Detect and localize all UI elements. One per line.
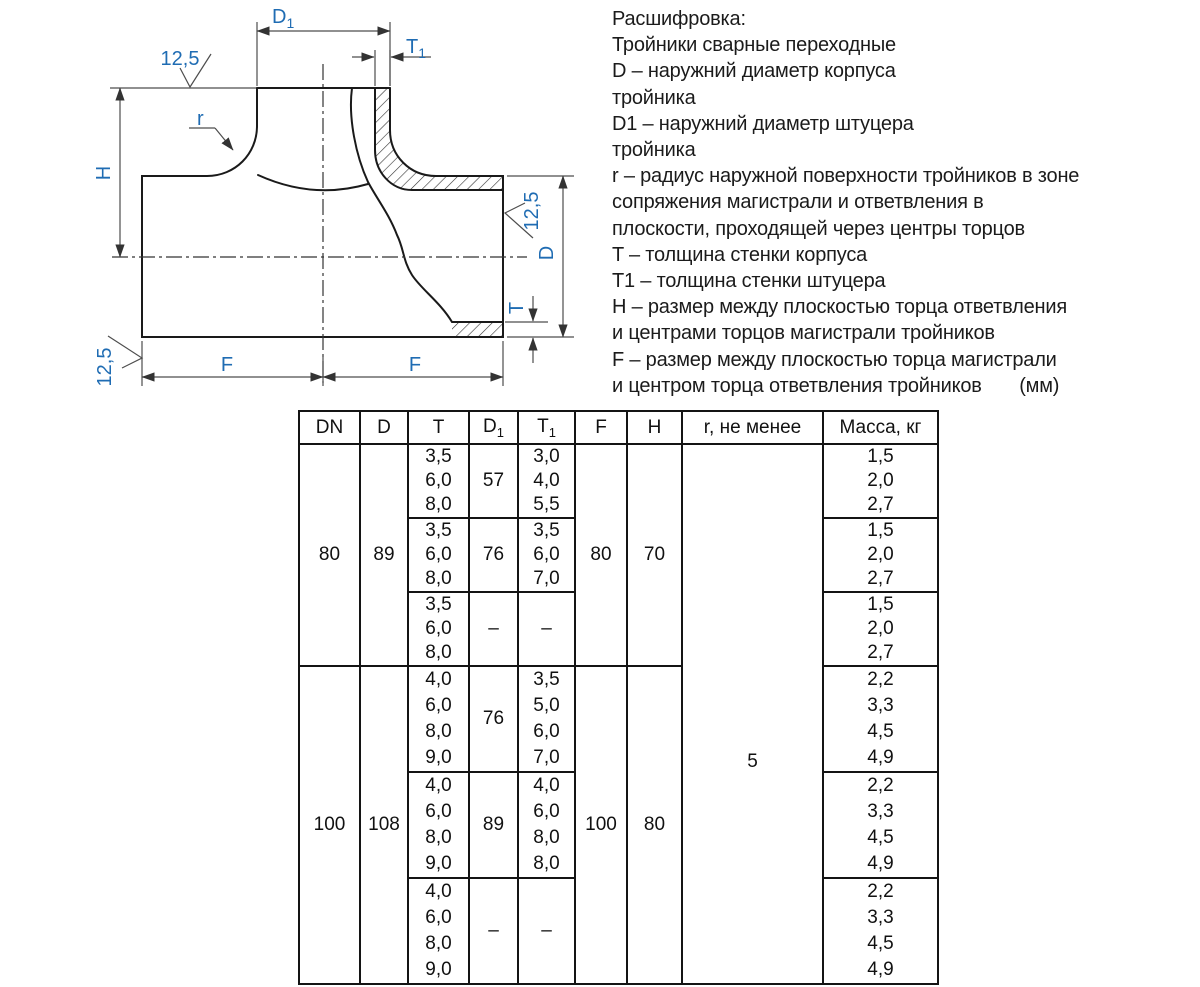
- cell-t: 4,0 6,0 8,0 9,0: [408, 878, 469, 984]
- cell-t1: 3,5 5,0 6,0 7,0: [518, 666, 575, 772]
- cell-t: 4,0 6,0 8,0 9,0: [408, 666, 469, 772]
- cell-d1: 76: [469, 666, 518, 772]
- dim-label-roughness-top: 12,5: [160, 48, 200, 70]
- dim-label-t1: $T_1$: [406, 36, 427, 61]
- dim-label-r: r: [197, 108, 204, 130]
- col-header-t: T: [408, 411, 469, 444]
- cell-d1: 89: [469, 772, 518, 878]
- dim-label-f-right: F: [408, 354, 422, 376]
- spec-table-wrap: [298, 410, 939, 985]
- legend-line: тройника: [612, 86, 696, 109]
- legend-line: и центром торца ответвления тройников (мм): [612, 374, 1060, 397]
- cell-d: 89: [360, 444, 408, 666]
- cell-t1: 3,0 4,0 5,5: [518, 444, 575, 518]
- col-header-f: F: [575, 411, 627, 444]
- cell-mass: 1,5 2,0 2,7: [823, 518, 938, 592]
- legend-line: r – радиус наружной поверхности тройников в зоне: [612, 165, 1080, 188]
- cell-t1: –: [518, 878, 575, 984]
- legend-line: H – размер между плоскостью торца ответвления: [612, 296, 1067, 319]
- cell-t: 3,5 6,0 8,0: [408, 444, 469, 518]
- legend-line: тройника: [612, 139, 696, 162]
- cell-t1: –: [518, 592, 575, 666]
- cell-mass: 2,2 3,3 4,5 4,9: [823, 772, 938, 878]
- cell-d1: 76: [469, 518, 518, 592]
- legend-line: F – размер между плоскостью торца магистрали: [612, 348, 1057, 371]
- cell-dn: 100: [299, 666, 360, 984]
- cell-t: 4,0 6,0 8,0 9,0: [408, 772, 469, 878]
- col-header-r: r, не менее: [682, 411, 823, 444]
- dim-label-t: T: [506, 301, 528, 315]
- legend-text-block: [612, 6, 1152, 399]
- cell-r: 5: [682, 444, 823, 984]
- cell-f: 100: [575, 666, 627, 984]
- cell-t1: 3,5 6,0 7,0: [518, 518, 575, 592]
- legend-line: T1 – толщина стенки штуцера: [612, 270, 886, 293]
- col-header-mass: Масса, кг: [823, 411, 938, 444]
- dim-label-f-left: F: [220, 354, 234, 376]
- col-header-h: H: [627, 411, 682, 444]
- cell-t: 3,5 6,0 8,0: [408, 592, 469, 666]
- legend-line: и центрами торцов магистрали тройников: [612, 322, 995, 345]
- cell-d1: –: [469, 878, 518, 984]
- cell-f: 80: [575, 444, 627, 666]
- section-hatch: [375, 88, 503, 337]
- cell-t: 3,5 6,0 8,0: [408, 518, 469, 592]
- dim-label-roughness-bottom: 12,5: [94, 347, 116, 387]
- dim-label-d: D: [536, 245, 558, 261]
- col-header-dn: DN: [299, 411, 360, 444]
- cell-mass: 2,2 3,3 4,5 4,9: [823, 666, 938, 772]
- spec-table: [298, 410, 939, 985]
- cell-h: 70: [627, 444, 682, 666]
- legend-line: D – наружний диаметр корпуса: [612, 60, 896, 83]
- col-header-d1: $D_1$: [469, 411, 518, 444]
- cell-dn: 80: [299, 444, 360, 666]
- col-header-t1: $T_1$: [518, 411, 575, 444]
- cell-d1: –: [469, 592, 518, 666]
- legend-line: Тройники сварные переходные: [612, 34, 896, 57]
- dim-label-roughness-right: 12,5: [521, 191, 543, 231]
- cell-d: 108: [360, 666, 408, 984]
- dimension-lines: [108, 22, 574, 386]
- cell-mass: 1,5 2,0 2,7: [823, 592, 938, 666]
- dim-label-h: H: [93, 165, 115, 181]
- cell-d1: 57: [469, 444, 518, 518]
- legend-line: T – толщина стенки корпуса: [612, 243, 868, 266]
- legend-line: сопряжения магистрали и ответвления в: [612, 191, 984, 214]
- legend-line: D1 – наружний диаметр штуцера: [612, 112, 914, 135]
- dim-label-d1: $D_1$: [272, 6, 295, 31]
- technical-drawing: [0, 0, 610, 405]
- cell-mass: 1,5 2,0 2,7: [823, 444, 938, 518]
- cell-mass: 2,2 3,3 4,5 4,9: [823, 878, 938, 984]
- col-header-d: D: [360, 411, 408, 444]
- legend-line: плоскости, проходящей через центры торцов: [612, 217, 1025, 240]
- cell-h: 80: [627, 666, 682, 984]
- cell-t1: 4,0 6,0 8,0 8,0: [518, 772, 575, 878]
- legend-line: Расшифровка:: [612, 8, 746, 30]
